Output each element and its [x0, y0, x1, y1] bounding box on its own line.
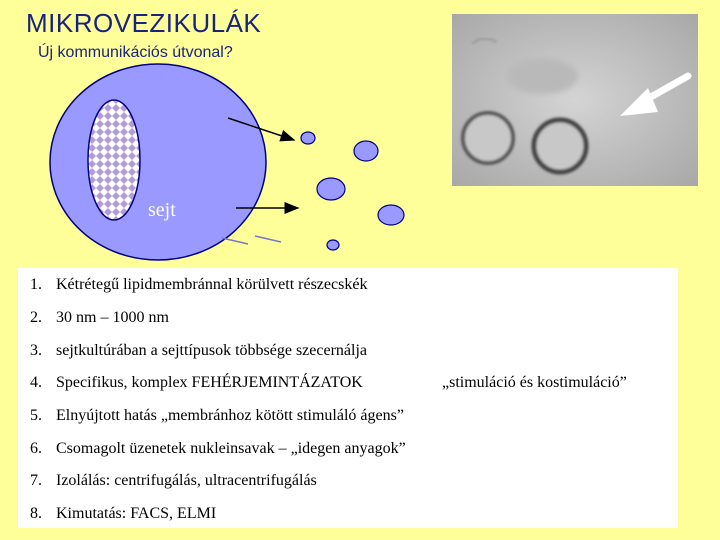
list-item-number: 7. [30, 472, 42, 489]
cell-diagram [0, 0, 460, 268]
list-item-text: 30 nm – 1000 nm [56, 309, 169, 326]
list-item-text: Kimutatás: FACS, ELMI [56, 505, 217, 522]
list-item [30, 276, 367, 294]
list-item [30, 374, 670, 392]
list-item-text: Elnyújtott hatás „membránhoz kötött stimuláló ágens” [56, 407, 404, 424]
list-item-number: 2. [30, 309, 42, 326]
fact-list [18, 268, 678, 528]
list-item-text: Izolálás: centrifugálás, ultracentrifugálás [56, 472, 317, 489]
electron-micrograph-image [452, 14, 698, 186]
list-item-number: 5. [30, 407, 42, 424]
vesicle-2 [354, 141, 378, 161]
list-item-extra: „stimuláció és kostimuláció” [442, 374, 627, 391]
list-item-text: sejtkultúrában a sejttípusok többsége szecernálja [56, 342, 368, 359]
arrow-4 [255, 236, 281, 242]
list-item [30, 440, 406, 458]
list-item [30, 472, 317, 490]
list-item-number: 1. [30, 276, 42, 293]
list-item [30, 309, 169, 327]
list-item-number: 8. [30, 505, 42, 522]
vesicle-3 [317, 178, 345, 200]
list-item [30, 505, 216, 523]
vesicle-1 [301, 132, 315, 144]
vesicle-5 [327, 240, 339, 250]
list-item [30, 407, 404, 425]
list-item-number: 6. [30, 440, 42, 457]
slide-title: MIKROVEZIKULÁK [26, 8, 262, 38]
list-item-number: 4. [30, 374, 42, 391]
vesicle-4 [378, 205, 404, 225]
list-item-text: Specifikus, komplex FEHÉRJEMINTÁZATOK [56, 374, 363, 391]
cell-label: sejt [148, 199, 176, 221]
slide-subtitle: Új kommunikációs útvonal? [38, 44, 233, 61]
cell-body [50, 64, 266, 260]
list-item-number: 3. [30, 342, 42, 359]
list-item-text: Kétrétegű lipidmembránnal körülvett részecskék [56, 276, 368, 293]
arrow-3 [222, 238, 248, 244]
cell-nucleus [88, 100, 140, 220]
list-item [30, 342, 367, 360]
list-item-text: Csomagolt üzenetek nukleinsavak – „idegen anyagok” [56, 440, 406, 457]
